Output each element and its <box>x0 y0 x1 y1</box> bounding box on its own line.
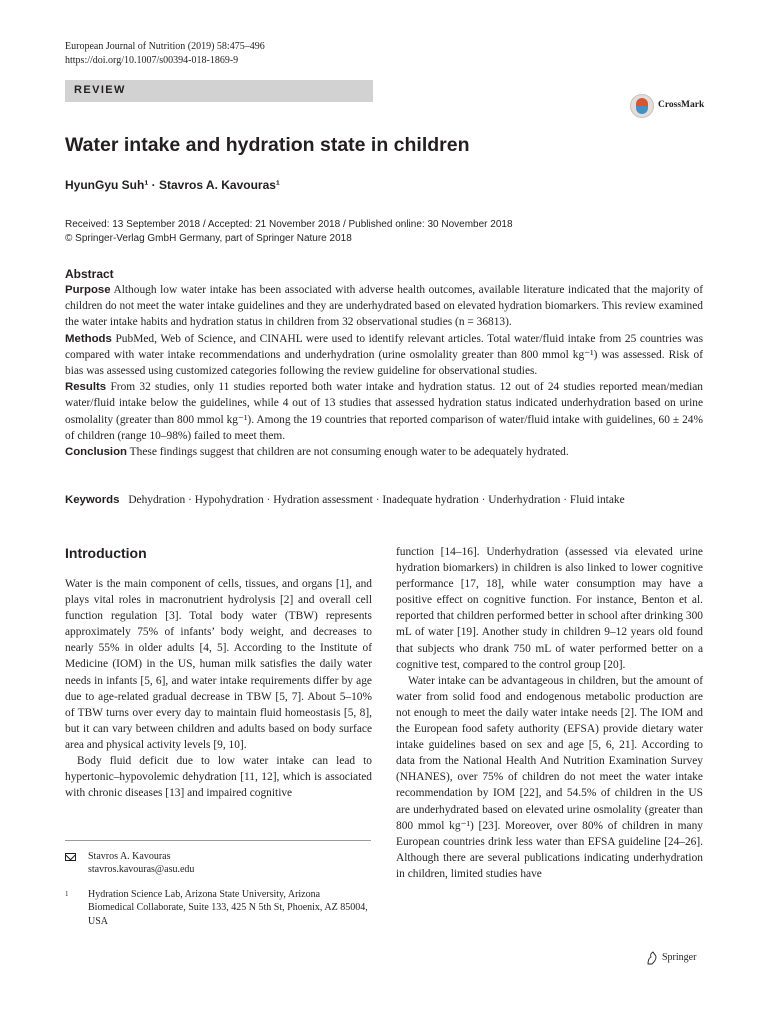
affiliation-text: Hydration Science Lab, Arizona State University, Arizona Biomedical Collaborate, Suite 133, 425 N 5th St, Phoenix, AZ 85004, USA <box>88 889 368 927</box>
crossmark-badge[interactable] <box>630 94 734 120</box>
abstract <box>65 266 703 460</box>
author-list[interactable]: HyunGyu Suh¹ · Stavros A. Kavouras¹ <box>65 178 280 192</box>
abstract-methods-head: Methods <box>65 332 112 345</box>
footnote-divider <box>65 840 371 841</box>
abstract-purpose <box>65 282 703 331</box>
abstract-results-head: Results <box>65 381 107 394</box>
abstract-results <box>65 379 703 444</box>
abstract-heading: Abstract <box>65 267 114 281</box>
crossmark-icon <box>630 94 654 118</box>
journal-doi-link[interactable]: https://doi.org/10.1007/s00394-018-1869-9 <box>65 55 239 66</box>
section-label-bar <box>65 80 373 102</box>
envelope-icon <box>65 853 76 861</box>
keywords <box>65 492 705 508</box>
abstract-methods <box>65 331 703 380</box>
intro-paragraph-3: function [14–16]. Underhydration (assessed via elevated urine hydration biomarkers) in children is also linked to lower cognitive performance [17, 18], while water consumption may have a positive effect on cognitive function. For instance, Benton et al. reported that children performed better in school after drinking 300 mL of water [19]. Another study in children 9–12 years old found that subjects who drank 750 mL of water performed better on a cognitive test, compared to the control group [20]. <box>396 546 703 671</box>
publication-dates: Received: 13 September 2018 / Accepted: 21 November 2018 / Published online: 30 November 2018 <box>65 219 513 230</box>
intro-paragraph-2: Body fluid deficit due to low water intake can lead to hypertonic–hypovolemic dehydration [11, 12], which is associated with chronic diseases [13] and impaired cognitive <box>65 755 372 800</box>
abstract-conclusion-text: These findings suggest that children are not consuming enough water to be adequately hydrated. <box>129 446 569 459</box>
intro-paragraph-4: Water intake can be advantageous in children, but the amount of water from solid food and endogenous metabolic production are not enough to meet the daily water intake needs [2]. The IOM and the European food safety authority (EFSA) provide dietary water intake guidelines based on sex and age [5, 6, 21]. According to data from the National Health And Nutrition Examination Survey (NHANES), over 75% of children do not meet the water intake recommendation by IOM [22], and 54.5% of children in the US are underhydrated based on elevated urine osmolality (greater than 800 mmol kg⁻¹) [23]. Moreover, over 80% of children in many European countries drink less water than EFSA guideline [24–26]. Although there are several publications indicating underhydration in children, limited studies have <box>396 674 703 880</box>
abstract-results-text: From 32 studies, only 11 studies reported both water intake and hydration status. 12 out of 24 studies reported mean/median water/fluid intake below the guidelines, while 4 out of 13 studies that assessed hydration status indicated underhydration based on urine osmolality (greater than 800 mmol kg⁻¹). Among the 19 countries that reported comparison of water/fluid intake with guidelines, 60 ± 24% of children (range 10–98%) failed to meet them. <box>65 381 703 442</box>
affiliation-number: 1 <box>65 890 69 898</box>
article-dates <box>65 218 513 246</box>
intro-paragraph-1: Water is the main component of cells, tissues, and organs [1], and plays vital roles in macronutrient hydrolysis [2] and overall cell function regulation [3]. Total body water (TBW) represents approximately 75% of infants’ body weight, and decreases to nearly 55% in older adults [4, 5]. According to the Institute of Medicine (IOM) in the US, human milk satisfies the daily water needs in infants [5, 6], and water intake requirements differ by age due to age-related gradual decrease in TBW [5, 7]. About 5–10% of TBW turns over every day to maintain fluid homeostasis [5, 8], but it can vary between children and adults based on body surface area and physical activity levels [9, 10]. <box>65 578 372 751</box>
abstract-purpose-head: Purpose <box>65 284 111 296</box>
publisher-name: Springer <box>662 952 697 963</box>
abstract-conclusion <box>65 444 703 460</box>
journal-info <box>65 40 265 68</box>
crossmark-label: CrossMark <box>658 100 705 110</box>
intro-heading: Introduction <box>65 545 147 561</box>
abstract-methods-text: PubMed, Web of Science, and CINAHL were used to identify relevant articles. Total water/fluid intake from 25 countries was compared with water intake recommendations and underhydration (urine osmolality greater than 800 mmol kg⁻¹) was assessed. Risk of bias was assessed using customized categories following the review guideline for observational studies. <box>65 332 703 378</box>
abstract-purpose-text: Although low water intake has been associated with adverse health outcomes, available literature indicated that the majority of children do not meet the water intake guidelines and they are underhydrated based on elevated hydration biomarkers. This review examined the water intake habits and hydration status in children from 32 observational studies (n = 36813). <box>65 284 703 329</box>
corresponding-author-name: Stavros A. Kavouras <box>88 851 171 862</box>
springer-horse-icon <box>646 951 658 965</box>
section-label: REVIEW <box>74 84 126 96</box>
article-title: Water intake and hydration state in children <box>65 134 470 156</box>
journal-citation: European Journal of Nutrition (2019) 58:475–496 <box>65 41 265 52</box>
left-column <box>65 544 372 801</box>
keywords-text: Dehydration · Hypohydration · Hydration assessment · Inadequate hydration · Underhydration · Fluid intake <box>128 494 625 506</box>
keywords-head: Keywords <box>65 494 120 506</box>
corresponding-author-email[interactable]: stavros.kavouras@asu.edu <box>88 864 195 875</box>
right-column <box>396 544 703 882</box>
abstract-conclusion-head: Conclusion <box>65 446 128 459</box>
copyright-line: © Springer-Verlag GmbH Germany, part of Springer Nature 2018 <box>65 233 352 244</box>
